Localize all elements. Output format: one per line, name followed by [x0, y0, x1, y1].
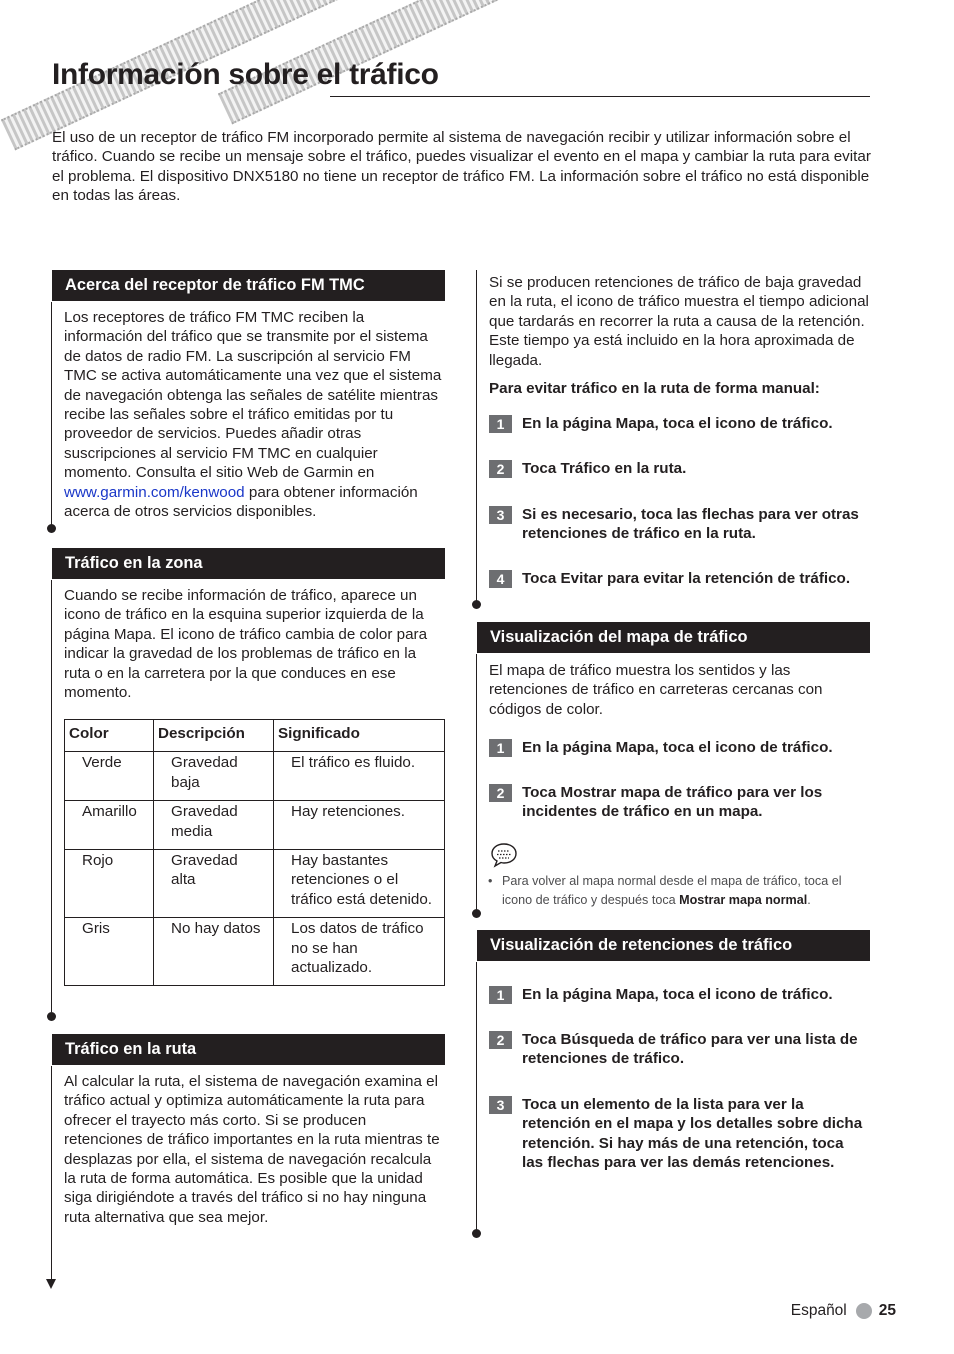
step-item: [489, 1095, 874, 1173]
step-text: Toca Evitar para evitar la retención de tráfico.: [522, 570, 851, 587]
note-icon: [490, 842, 518, 868]
table-row: [65, 918, 445, 986]
step-number: 1: [489, 415, 512, 433]
page-number: 25: [878, 1302, 896, 1319]
minor-delay-paragraph: Si se producen retenciones de tráfico de baja gravedad en la ruta, el icono de tráfico muestra el tiempo adicional que tardarás en recorrer la ruta a causa de la retención. Este tiempo ya está incluido en la hora aproximada de llegada.: [489, 274, 869, 369]
page-title: Información sobre el tráfico: [52, 58, 439, 91]
step-item: [489, 505, 874, 544]
table-cell: Verde: [65, 752, 154, 801]
guide-dot: [47, 524, 56, 533]
step-number: 1: [489, 739, 512, 757]
table-row: [65, 752, 445, 801]
step-item: [489, 569, 874, 588]
table-cell: Gravedad alta: [154, 850, 274, 918]
table-cell: Gravedad media: [154, 801, 274, 850]
continue-arrow-icon: [46, 1279, 56, 1289]
traffic-color-table: [64, 719, 445, 986]
step-item: [489, 414, 874, 433]
step-number: 2: [489, 1031, 512, 1049]
column-guide-line: [51, 1066, 52, 1280]
table-cell: Los datos de tráfico no se han actualizado.: [274, 918, 445, 986]
section-heading-route: Tráfico en la ruta: [52, 1034, 445, 1065]
manual-avoid-label: Para evitar tráfico en la ruta de forma manual:: [489, 380, 820, 397]
table-row: [65, 850, 445, 918]
step-number: 2: [489, 784, 512, 802]
step-item: [489, 738, 874, 757]
table-cell: Hay retenciones.: [274, 801, 445, 850]
column-guide-line: [476, 270, 477, 604]
route-paragraph: Al calcular la ruta, el sistema de navegación examina el tráfico actual y optimiza automáticamente la ruta para ofrecer el trayecto más corto. Si se producen retenciones de tráfico importantes en la ruta mientras te desplazas por ella, el sistema de navegación recalcula la ruta de forma automática. Es posible que la unidad siga dirigiéndote a través del tráfico si no hay ninguna ruta alternativa que sea mejor.: [64, 1073, 440, 1226]
intro-paragraph: El uso de un receptor de tráfico FM incorporado permite al sistema de navegación recibir y utilizar información sobre el tráfico. Cuando se recibe un mensaje sobre el tráfico, puedes visualizar el evento en el mapa y cambiar la ruta para evitar el problema. El dispositivo DNX5180 no tiene un receptor de tráfico FM. La información sobre el tráfico no está disponible en todas las áreas.: [52, 129, 871, 205]
step-text: Toca Tráfico en la ruta.: [522, 460, 687, 477]
table-cell: Hay bastantes retenciones o el tráfico está detenido.: [274, 850, 445, 918]
step-number: 3: [489, 1096, 512, 1114]
note-bullet: •: [488, 874, 493, 888]
table-header: Descripción: [154, 720, 274, 752]
step-text: Toca Búsqueda de tráfico para ver una lista de retenciones de tráfico.: [522, 1031, 858, 1068]
table-cell: El tráfico es fluido.: [274, 752, 445, 801]
receiver-paragraph: Los receptores de tráfico FM TMC reciben la información del tráfico que se transmite por el sistema de datos de radio FM. La suscripción al servicio FM TMC se activa automáticamente una vez que el sistema de navegación obtenga las señales de satélite mientras recibe las señales sobre el tráfico emitidas por tu proveedor de servicios. Puedes añadir otras suscripciones al servicio FM TMC en cualquier momento. Consulta el sitio Web de Garmin en www.garmin.com/kenwood para obtener información acerca de otros servicios disponibles.: [64, 309, 442, 521]
table-header: Significado: [274, 720, 445, 752]
page-footer: [791, 1302, 896, 1320]
zone-paragraph: Cuando se recibe información de tráfico, aparece un icono de tráfico en la esquina superior izquierda de la página Mapa. El icono de tráfico cambia de color para indicar la gravedad de los problemas de tráfico en la ruta o en la carretera por la que conduces en ese momento.: [64, 587, 428, 702]
step-item: [489, 459, 874, 478]
table-cell: No hay datos: [154, 918, 274, 986]
footer-language: Español: [790, 1302, 847, 1319]
column-guide-line: [51, 302, 52, 528]
step-text: En la página Mapa, toca el icono de tráfico.: [522, 739, 833, 756]
note-bold-term: Mostrar mapa normal: [679, 893, 808, 907]
guide-dot: [472, 600, 481, 609]
step-text: Si es necesario, toca las flechas para ver otras retenciones de tráfico en la ruta.: [522, 506, 859, 543]
step-text: En la página Mapa, toca el icono de tráfico.: [522, 415, 833, 432]
guide-dot: [472, 909, 481, 918]
step-item: [489, 985, 874, 1004]
step-number: 4: [489, 570, 512, 588]
step-number: 3: [489, 506, 512, 524]
step-item: [489, 783, 874, 822]
note-text: • Para volver al mapa normal desde el mapa de tráfico, toca el icono de tráfico y después toca Mostrar mapa normal.: [488, 874, 842, 907]
map-paragraph: El mapa de tráfico muestra los sentidos y las retenciones de tráfico en carreteras cercanas con códigos de color.: [489, 662, 823, 718]
section-heading-receiver: Acerca del receptor de tráfico FM TMC: [52, 270, 445, 301]
step-text: Toca un elemento de la lista para ver la retención en el mapa y los detalles sobre dicha retención. Si hay más de una retención, toca las flechas para ver las demás retenciones.: [522, 1096, 863, 1172]
table-cell: Amarillo: [65, 801, 154, 850]
table-cell: Gris: [65, 918, 154, 986]
section-heading-delays: Visualización de retenciones de tráfico: [477, 930, 870, 961]
section-heading-map: Visualización del mapa de tráfico: [477, 622, 870, 653]
section-heading-zone: Tráfico en la zona: [52, 548, 445, 579]
column-guide-line: [476, 654, 477, 912]
table-header: Color: [65, 720, 154, 752]
garmin-link[interactable]: www.garmin.com/kenwood: [64, 483, 245, 501]
table-header-row: [65, 720, 445, 752]
step-text: Toca Mostrar mapa de tráfico para ver los incidentes de tráfico en un mapa.: [522, 784, 823, 821]
step-text: En la página Mapa, toca el icono de tráfico.: [522, 986, 833, 1003]
step-number: 2: [489, 460, 512, 478]
step-number: 1: [489, 986, 512, 1004]
column-guide-line: [51, 580, 52, 1012]
footer-circle-icon: [856, 1303, 872, 1319]
table-cell: Rojo: [65, 850, 154, 918]
guide-dot: [47, 1012, 56, 1021]
title-rule: [330, 96, 870, 97]
table-row: [65, 801, 445, 850]
column-guide-line: [476, 962, 477, 1232]
table-cell: Gravedad baja: [154, 752, 274, 801]
step-item: [489, 1030, 874, 1069]
guide-dot: [472, 1229, 481, 1238]
